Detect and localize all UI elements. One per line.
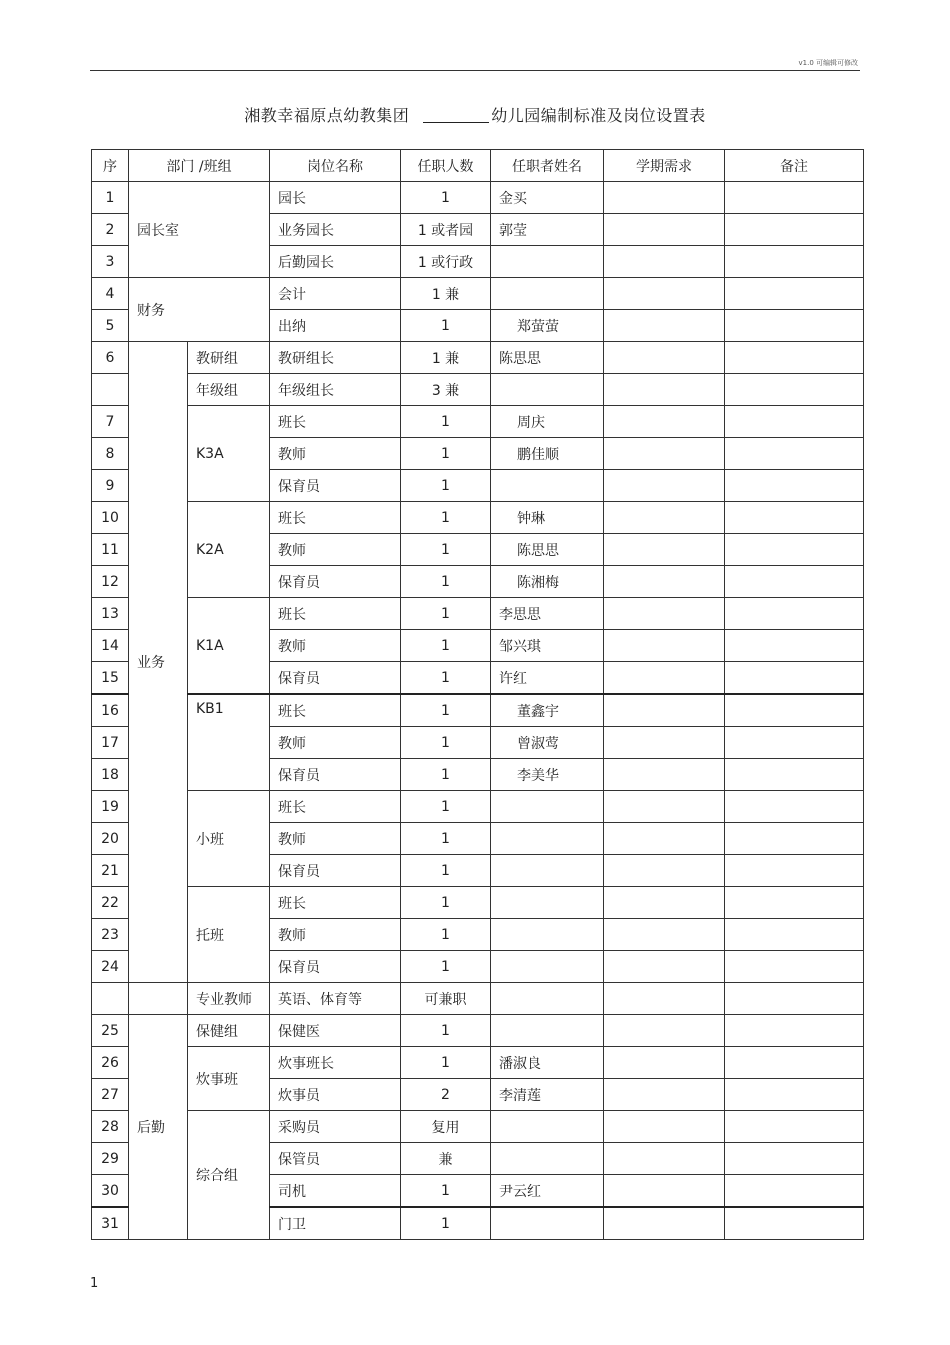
post-cell: 班长 (270, 502, 401, 534)
seq-cell: 22 (92, 887, 129, 919)
remark-cell (725, 1207, 864, 1240)
seq-cell: 1 (92, 182, 129, 214)
remark-cell (725, 246, 864, 278)
count-cell: 1 (401, 566, 491, 598)
seq-cell: 6 (92, 342, 129, 374)
demand-cell (604, 1207, 725, 1240)
name-cell (491, 1143, 604, 1175)
remark-cell (725, 566, 864, 598)
header-divider (90, 70, 860, 71)
name-cell: 陈思思 (491, 534, 604, 566)
name-cell: 潘淑良 (491, 1047, 604, 1079)
post-cell: 年级组长 (270, 374, 401, 406)
group-cell: KB1 (188, 694, 270, 791)
page-number: 1 (90, 1276, 99, 1291)
staffing-table (91, 149, 864, 1240)
seq-cell: 2 (92, 214, 129, 246)
group-cell: K1A (188, 598, 270, 695)
table-row (92, 598, 864, 630)
remark-cell (725, 438, 864, 470)
post-cell: 门卫 (270, 1207, 401, 1240)
post-cell: 教师 (270, 438, 401, 470)
seq-cell: 7 (92, 406, 129, 438)
post-cell: 保管员 (270, 1143, 401, 1175)
post-cell: 保育员 (270, 662, 401, 695)
remark-cell (725, 791, 864, 823)
count-cell: 1 兼 (401, 342, 491, 374)
demand-cell (604, 919, 725, 951)
group-cell: 综合组 (188, 1111, 270, 1240)
count-cell: 1 (401, 630, 491, 662)
count-cell: 1 或者园 (401, 214, 491, 246)
remark-cell (725, 1111, 864, 1143)
remark-cell (725, 1047, 864, 1079)
demand-cell (604, 1111, 725, 1143)
demand-cell (604, 1047, 725, 1079)
demand-cell (604, 278, 725, 310)
table-row (92, 374, 864, 406)
dept-cell: 后勤 (129, 1015, 188, 1240)
seq-cell: 14 (92, 630, 129, 662)
count-cell: 1 (401, 1047, 491, 1079)
count-cell: 1 或行政 (401, 246, 491, 278)
seq-cell: 8 (92, 438, 129, 470)
count-cell: 兼 (401, 1143, 491, 1175)
post-cell: 后勤园长 (270, 246, 401, 278)
remark-cell (725, 983, 864, 1015)
table-header-row (92, 150, 864, 182)
count-cell: 2 (401, 1079, 491, 1111)
post-cell: 采购员 (270, 1111, 401, 1143)
seq-cell: 13 (92, 598, 129, 630)
name-cell: 金买 (491, 182, 604, 214)
group-cell: 托班 (188, 887, 270, 983)
name-cell (491, 855, 604, 887)
table-row (92, 1047, 864, 1079)
post-cell: 出纳 (270, 310, 401, 342)
document-title (0, 103, 950, 126)
seq-cell: 18 (92, 759, 129, 791)
demand-cell (604, 887, 725, 919)
seq-cell: 16 (92, 694, 129, 727)
demand-cell (604, 694, 725, 727)
seq-cell: 27 (92, 1079, 129, 1111)
demand-cell (604, 406, 725, 438)
table-row (92, 278, 864, 310)
remark-cell (725, 887, 864, 919)
dept-cell: 园长室 (129, 182, 270, 278)
post-cell: 保育员 (270, 566, 401, 598)
remark-cell (725, 278, 864, 310)
name-cell (491, 1207, 604, 1240)
name-cell: 周庆 (491, 406, 604, 438)
table-row (92, 406, 864, 438)
post-cell: 班长 (270, 406, 401, 438)
count-cell: 3 兼 (401, 374, 491, 406)
count-cell: 1 (401, 406, 491, 438)
post-cell: 班长 (270, 598, 401, 630)
remark-cell (725, 919, 864, 951)
demand-cell (604, 1175, 725, 1208)
count-cell: 1 (401, 1175, 491, 1208)
table-row (92, 1015, 864, 1047)
count-cell: 1 (401, 823, 491, 855)
remark-cell (725, 182, 864, 214)
count-cell: 可兼职 (401, 983, 491, 1015)
name-cell: 陈思思 (491, 342, 604, 374)
demand-cell (604, 1015, 725, 1047)
seq-cell: 26 (92, 1047, 129, 1079)
demand-cell (604, 566, 725, 598)
name-cell: 董鑫宇 (491, 694, 604, 727)
remark-cell (725, 759, 864, 791)
count-cell: 1 (401, 855, 491, 887)
name-cell: 郑萤萤 (491, 310, 604, 342)
post-cell: 司机 (270, 1175, 401, 1208)
remark-cell (725, 598, 864, 630)
remark-cell (725, 534, 864, 566)
col-header-demand: 学期需求 (604, 150, 725, 182)
col-header-seq: 序 (92, 150, 129, 182)
name-cell: 陈湘梅 (491, 566, 604, 598)
remark-cell (725, 374, 864, 406)
demand-cell (604, 246, 725, 278)
demand-cell (604, 727, 725, 759)
count-cell: 1 (401, 534, 491, 566)
name-cell: 尹云红 (491, 1175, 604, 1208)
seq-cell: 10 (92, 502, 129, 534)
remark-cell (725, 855, 864, 887)
post-cell: 教师 (270, 534, 401, 566)
group-cell: 炊事班 (188, 1047, 270, 1111)
demand-cell (604, 1143, 725, 1175)
demand-cell (604, 791, 725, 823)
seq-cell: 15 (92, 662, 129, 695)
table-row (92, 1111, 864, 1143)
group-cell: 专业教师 (188, 983, 270, 1015)
post-cell: 保育员 (270, 855, 401, 887)
count-cell: 1 (401, 598, 491, 630)
post-cell: 园长 (270, 182, 401, 214)
demand-cell (604, 759, 725, 791)
seq-cell: 30 (92, 1175, 129, 1208)
title-prefix: 湘教幸福原点幼教集团 (244, 106, 410, 125)
name-cell (491, 823, 604, 855)
group-cell: K2A (188, 502, 270, 598)
name-cell (491, 1015, 604, 1047)
remark-cell (725, 727, 864, 759)
remark-cell (725, 694, 864, 727)
demand-cell (604, 823, 725, 855)
demand-cell (604, 310, 725, 342)
seq-cell: 19 (92, 791, 129, 823)
name-cell (491, 919, 604, 951)
count-cell: 复用 (401, 1111, 491, 1143)
count-cell: 1 (401, 759, 491, 791)
demand-cell (604, 983, 725, 1015)
demand-cell (604, 1079, 725, 1111)
seq-cell: 31 (92, 1207, 129, 1240)
seq-cell: 21 (92, 855, 129, 887)
count-cell: 1 (401, 951, 491, 983)
demand-cell (604, 951, 725, 983)
name-cell (491, 951, 604, 983)
col-header-remark: 备注 (725, 150, 864, 182)
remark-cell (725, 823, 864, 855)
table-row (92, 983, 864, 1015)
group-cell: 教研组 (188, 342, 270, 374)
remark-cell (725, 1079, 864, 1111)
header-version-note: v1.0 可编辑可修改 (798, 59, 858, 67)
dept-cell: 财务 (129, 278, 270, 342)
table-row (92, 502, 864, 534)
group-cell: 年级组 (188, 374, 270, 406)
demand-cell (604, 502, 725, 534)
name-cell (491, 887, 604, 919)
name-cell: 曾淑莺 (491, 727, 604, 759)
remark-cell (725, 1175, 864, 1208)
demand-cell (604, 534, 725, 566)
post-cell: 教师 (270, 630, 401, 662)
count-cell: 1 (401, 791, 491, 823)
demand-cell (604, 214, 725, 246)
name-cell: 钟琳 (491, 502, 604, 534)
post-cell: 教师 (270, 823, 401, 855)
post-cell: 保育员 (270, 951, 401, 983)
count-cell: 1 (401, 887, 491, 919)
seq-cell: 4 (92, 278, 129, 310)
count-cell: 1 兼 (401, 278, 491, 310)
name-cell: 李美华 (491, 759, 604, 791)
demand-cell (604, 662, 725, 695)
post-cell: 保育员 (270, 470, 401, 502)
remark-cell (725, 502, 864, 534)
dept-cell (129, 983, 188, 1015)
name-cell (491, 1111, 604, 1143)
demand-cell (604, 598, 725, 630)
name-cell: 郭莹 (491, 214, 604, 246)
count-cell: 1 (401, 438, 491, 470)
group-cell: K3A (188, 406, 270, 502)
count-cell: 1 (401, 502, 491, 534)
post-cell: 教师 (270, 919, 401, 951)
name-cell: 许红 (491, 662, 604, 695)
demand-cell (604, 342, 725, 374)
count-cell: 1 (401, 1015, 491, 1047)
demand-cell (604, 374, 725, 406)
seq-cell: 23 (92, 919, 129, 951)
count-cell: 1 (401, 662, 491, 695)
post-cell: 英语、体育等 (270, 983, 401, 1015)
post-cell: 业务园长 (270, 214, 401, 246)
remark-cell (725, 406, 864, 438)
remark-cell (725, 1143, 864, 1175)
remark-cell (725, 630, 864, 662)
seq-cell: 12 (92, 566, 129, 598)
name-cell: 鹏佳顺 (491, 438, 604, 470)
seq-cell: 5 (92, 310, 129, 342)
demand-cell (604, 855, 725, 887)
col-header-name: 任职者姓名 (491, 150, 604, 182)
name-cell (491, 246, 604, 278)
seq-cell: 3 (92, 246, 129, 278)
post-cell: 炊事班长 (270, 1047, 401, 1079)
demand-cell (604, 630, 725, 662)
remark-cell (725, 342, 864, 374)
remark-cell (725, 951, 864, 983)
post-cell: 炊事员 (270, 1079, 401, 1111)
count-cell: 1 (401, 470, 491, 502)
table-row (92, 182, 864, 214)
post-cell: 教师 (270, 727, 401, 759)
name-cell: 李思思 (491, 598, 604, 630)
post-cell: 会计 (270, 278, 401, 310)
name-cell: 李清莲 (491, 1079, 604, 1111)
demand-cell (604, 438, 725, 470)
post-cell: 班长 (270, 694, 401, 727)
seq-cell (92, 374, 129, 406)
remark-cell (725, 1015, 864, 1047)
table-row (92, 887, 864, 919)
seq-cell (92, 983, 129, 1015)
count-cell: 1 (401, 182, 491, 214)
title-blank-line (423, 108, 489, 123)
count-cell: 1 (401, 727, 491, 759)
count-cell: 1 (401, 1207, 491, 1240)
count-cell: 1 (401, 310, 491, 342)
seq-cell: 28 (92, 1111, 129, 1143)
post-cell: 班长 (270, 887, 401, 919)
count-cell: 1 (401, 694, 491, 727)
demand-cell (604, 182, 725, 214)
seq-cell: 29 (92, 1143, 129, 1175)
name-cell (491, 278, 604, 310)
post-cell: 班长 (270, 791, 401, 823)
name-cell (491, 983, 604, 1015)
remark-cell (725, 470, 864, 502)
title-suffix: 幼儿园编制标准及岗位设置表 (491, 106, 706, 125)
dept-cell: 业务 (129, 342, 188, 983)
seq-cell: 25 (92, 1015, 129, 1047)
seq-cell: 9 (92, 470, 129, 502)
demand-cell (604, 470, 725, 502)
col-header-dept: 部门 /班组 (129, 150, 270, 182)
seq-cell: 17 (92, 727, 129, 759)
table-row (92, 791, 864, 823)
name-cell (491, 791, 604, 823)
post-cell: 保健医 (270, 1015, 401, 1047)
table-row (92, 694, 864, 727)
remark-cell (725, 310, 864, 342)
remark-cell (725, 214, 864, 246)
table-row (92, 342, 864, 374)
count-cell: 1 (401, 919, 491, 951)
seq-cell: 11 (92, 534, 129, 566)
name-cell: 邹兴琪 (491, 630, 604, 662)
col-header-count: 任职人数 (401, 150, 491, 182)
name-cell (491, 470, 604, 502)
col-header-post: 岗位名称 (270, 150, 401, 182)
remark-cell (725, 662, 864, 695)
post-cell: 保育员 (270, 759, 401, 791)
name-cell (491, 374, 604, 406)
seq-cell: 20 (92, 823, 129, 855)
post-cell: 教研组长 (270, 342, 401, 374)
group-cell: 保健组 (188, 1015, 270, 1047)
group-cell: 小班 (188, 791, 270, 887)
seq-cell: 24 (92, 951, 129, 983)
